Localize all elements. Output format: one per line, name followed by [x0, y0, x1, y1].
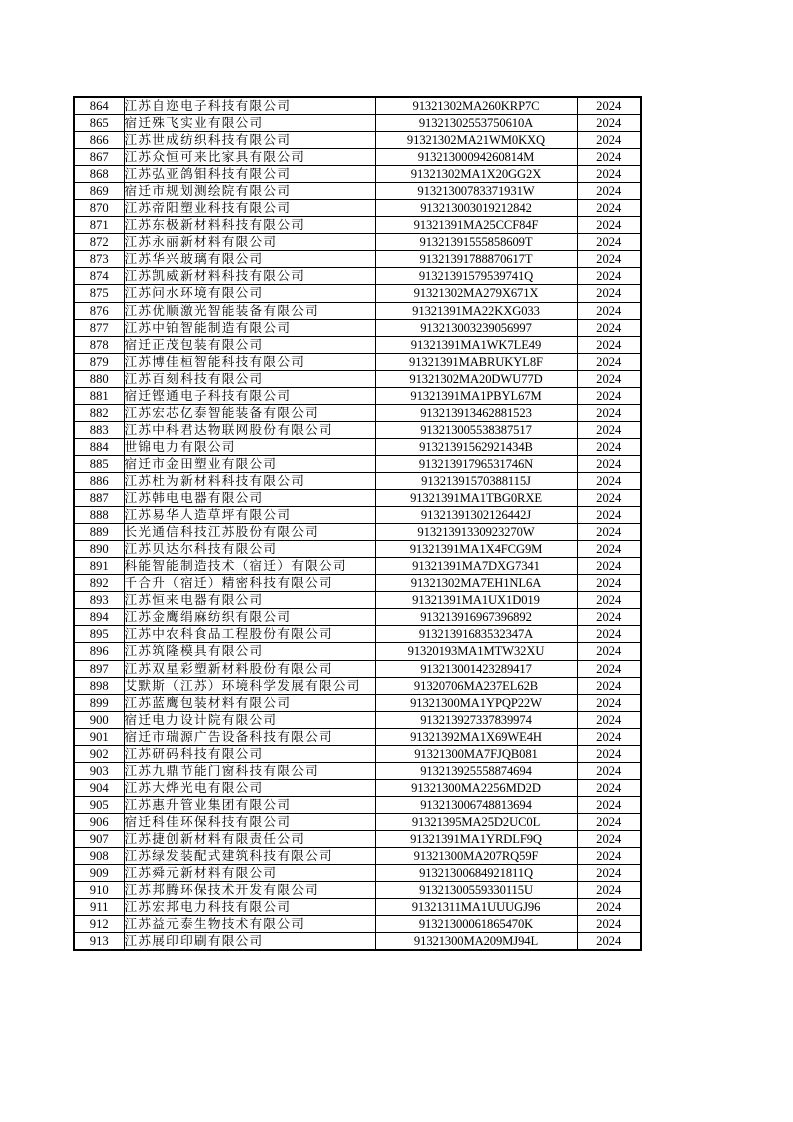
- company-name-cell: 江苏宏邦电力科技有限公司: [124, 899, 375, 916]
- row-number-cell: 870: [74, 200, 124, 217]
- credit-code-cell: 91321302MA1X20GG2X: [375, 166, 577, 183]
- company-name-cell: 江苏永丽新材料有限公司: [124, 234, 375, 251]
- credit-code-cell: 91321391MA22KXG033: [375, 302, 577, 319]
- company-name-cell: 江苏自迩电子科技有限公司: [124, 97, 375, 115]
- company-name-cell: 江苏贝达尔科技有限公司: [124, 541, 375, 558]
- table-row: [74, 251, 641, 268]
- credit-code-cell: 91321300094260814M: [375, 149, 577, 166]
- table-row: [74, 813, 641, 830]
- year-cell: 2024: [577, 149, 641, 166]
- table-row: [74, 711, 641, 728]
- credit-code-cell: 91321302MA260KRP7C: [375, 97, 577, 115]
- row-number-cell: 883: [74, 421, 124, 438]
- company-name-cell: 江苏筑隆模具有限公司: [124, 643, 375, 660]
- table-row: [74, 541, 641, 558]
- row-number-cell: 867: [74, 149, 124, 166]
- credit-code-cell: 91321391MA1YRDLF9Q: [375, 830, 577, 847]
- company-name-cell: 江苏东极新材料科技有限公司: [124, 217, 375, 234]
- year-cell: 2024: [577, 643, 641, 660]
- company-name-cell: 江苏易华人造草坪有限公司: [124, 507, 375, 524]
- year-cell: 2024: [577, 575, 641, 592]
- credit-code-cell: 91321300MA7FJQB081: [375, 745, 577, 762]
- table-row: [74, 830, 641, 847]
- company-name-cell: 江苏问水环境有限公司: [124, 285, 375, 302]
- table-row: [74, 728, 641, 745]
- table-row: [74, 507, 641, 524]
- company-name-cell: 江苏世成纺织科技有限公司: [124, 132, 375, 149]
- credit-code-cell: 91321391562921434B: [375, 438, 577, 455]
- company-name-cell: 千合升（宿迁）精密科技有限公司: [124, 575, 375, 592]
- table-row: [74, 302, 641, 319]
- table-row: [74, 97, 641, 115]
- year-cell: 2024: [577, 234, 641, 251]
- company-name-cell: 江苏金鹰绢麻纺织有限公司: [124, 609, 375, 626]
- company-name-cell: 宿迁市规划测绘院有限公司: [124, 183, 375, 200]
- table-row: [74, 626, 641, 643]
- row-number-cell: 890: [74, 541, 124, 558]
- year-cell: 2024: [577, 217, 641, 234]
- year-cell: 2024: [577, 251, 641, 268]
- year-cell: 2024: [577, 132, 641, 149]
- company-name-cell: 江苏邦腾环保技术开发有限公司: [124, 882, 375, 899]
- row-number-cell: 901: [74, 728, 124, 745]
- credit-code-cell: 91321391683532347A: [375, 626, 577, 643]
- year-cell: 2024: [577, 200, 641, 217]
- credit-code-cell: 91321391MA1X4FCG9M: [375, 541, 577, 558]
- table-row: [74, 149, 641, 166]
- row-number-cell: 889: [74, 524, 124, 541]
- table-row: [74, 353, 641, 370]
- credit-code-cell: 91321391MA1WK7LE49: [375, 336, 577, 353]
- table-row: [74, 609, 641, 626]
- year-cell: 2024: [577, 524, 641, 541]
- year-cell: 2024: [577, 166, 641, 183]
- table-row: [74, 421, 641, 438]
- row-number-cell: 876: [74, 302, 124, 319]
- row-number-cell: 871: [74, 217, 124, 234]
- year-cell: 2024: [577, 268, 641, 285]
- row-number-cell: 906: [74, 813, 124, 830]
- company-name-cell: 江苏百刻科技有限公司: [124, 370, 375, 387]
- year-cell: 2024: [577, 626, 641, 643]
- row-number-cell: 905: [74, 796, 124, 813]
- company-name-cell: 江苏益元泰生物技术有限公司: [124, 916, 375, 933]
- company-name-cell: 江苏研码科技有限公司: [124, 745, 375, 762]
- year-cell: 2024: [577, 336, 641, 353]
- table-row: [74, 336, 641, 353]
- year-cell: 2024: [577, 694, 641, 711]
- row-number-cell: 882: [74, 404, 124, 421]
- year-cell: 2024: [577, 762, 641, 779]
- credit-code-cell: 91321300684921811Q: [375, 865, 577, 882]
- table-row: [74, 592, 641, 609]
- credit-code-cell: 913213006748813694: [375, 796, 577, 813]
- credit-code-cell: 91321395MA25D2UC0L: [375, 813, 577, 830]
- credit-code-cell: 91321391MA1UX1D019: [375, 592, 577, 609]
- company-name-cell: 江苏大烨光电有限公司: [124, 779, 375, 796]
- row-number-cell: 904: [74, 779, 124, 796]
- table-row: [74, 234, 641, 251]
- credit-code-cell: 913213913462881523: [375, 404, 577, 421]
- row-number-cell: 895: [74, 626, 124, 643]
- credit-code-cell: 913213927337839974: [375, 711, 577, 728]
- company-name-cell: 江苏韩电电器有限公司: [124, 490, 375, 507]
- company-name-cell: 江苏恒来电器有限公司: [124, 592, 375, 609]
- row-number-cell: 896: [74, 643, 124, 660]
- row-number-cell: 894: [74, 609, 124, 626]
- table-row: [74, 217, 641, 234]
- company-name-cell: 江苏绿发装配式建筑科技有限公司: [124, 848, 375, 865]
- row-number-cell: 891: [74, 558, 124, 575]
- row-number-cell: 873: [74, 251, 124, 268]
- year-cell: 2024: [577, 660, 641, 677]
- credit-code-cell: 91321300MA209MJ94L: [375, 933, 577, 951]
- table-row: [74, 899, 641, 916]
- table-row: [74, 285, 641, 302]
- year-cell: 2024: [577, 319, 641, 336]
- company-name-cell: 江苏帝阳塑业科技有限公司: [124, 200, 375, 217]
- company-name-cell: 江苏博佳桓智能科技有限公司: [124, 353, 375, 370]
- company-name-cell: 江苏舜元新材料有限公司: [124, 865, 375, 882]
- year-cell: 2024: [577, 455, 641, 472]
- credit-code-cell: 91321300783371931W: [375, 183, 577, 200]
- company-name-cell: 宿迁殊飞实业有限公司: [124, 115, 375, 132]
- row-number-cell: 869: [74, 183, 124, 200]
- row-number-cell: 880: [74, 370, 124, 387]
- year-cell: 2024: [577, 387, 641, 404]
- table-row: [74, 848, 641, 865]
- year-cell: 2024: [577, 183, 641, 200]
- company-name-cell: 江苏惠升管业集团有限公司: [124, 796, 375, 813]
- row-number-cell: 893: [74, 592, 124, 609]
- credit-code-cell: 913213005538387517: [375, 421, 577, 438]
- company-name-cell: 宿迁市金田塑业有限公司: [124, 455, 375, 472]
- company-name-cell: 长光通信科技江苏股份有限公司: [124, 524, 375, 541]
- company-name-cell: 江苏中农科食品工程股份有限公司: [124, 626, 375, 643]
- credit-code-cell: 91321391MABRUKYL8F: [375, 353, 577, 370]
- row-number-cell: 874: [74, 268, 124, 285]
- company-name-cell: 江苏展印印刷有限公司: [124, 933, 375, 951]
- year-cell: 2024: [577, 541, 641, 558]
- credit-code-cell: 913213916967396892: [375, 609, 577, 626]
- row-number-cell: 866: [74, 132, 124, 149]
- table-row: [74, 490, 641, 507]
- row-number-cell: 903: [74, 762, 124, 779]
- credit-code-cell: 91321391796531746N: [375, 455, 577, 472]
- year-cell: 2024: [577, 438, 641, 455]
- table-row: [74, 166, 641, 183]
- row-number-cell: 865: [74, 115, 124, 132]
- row-number-cell: 868: [74, 166, 124, 183]
- credit-code-cell: 91320706MA237EL62B: [375, 677, 577, 694]
- row-number-cell: 910: [74, 882, 124, 899]
- row-number-cell: 885: [74, 455, 124, 472]
- table-row: [74, 677, 641, 694]
- table-row: [74, 643, 641, 660]
- row-number-cell: 897: [74, 660, 124, 677]
- company-name-cell: 江苏捷创新材料有限责任公司: [124, 830, 375, 847]
- table-row: [74, 455, 641, 472]
- table-row: [74, 933, 641, 951]
- year-cell: 2024: [577, 609, 641, 626]
- row-number-cell: 884: [74, 438, 124, 455]
- company-name-cell: 江苏宏芯亿泰智能装备有限公司: [124, 404, 375, 421]
- table-row: [74, 558, 641, 575]
- row-number-cell: 907: [74, 830, 124, 847]
- year-cell: 2024: [577, 711, 641, 728]
- row-number-cell: 887: [74, 490, 124, 507]
- year-cell: 2024: [577, 813, 641, 830]
- company-name-cell: 江苏蓝鹰包装材料有限公司: [124, 694, 375, 711]
- company-name-cell: 科能智能制造技术（宿迁）有限公司: [124, 558, 375, 575]
- credit-code-cell: 91321300MA2256MD2D: [375, 779, 577, 796]
- table-row: [74, 132, 641, 149]
- row-number-cell: 879: [74, 353, 124, 370]
- credit-code-cell: 91321300559330115U: [375, 882, 577, 899]
- row-number-cell: 913: [74, 933, 124, 951]
- table-row: [74, 660, 641, 677]
- year-cell: 2024: [577, 899, 641, 916]
- company-name-cell: 江苏中铂智能制造有限公司: [124, 319, 375, 336]
- credit-code-cell: 91321391570388115J: [375, 472, 577, 489]
- credit-code-cell: 91321302553750610A: [375, 115, 577, 132]
- year-cell: 2024: [577, 677, 641, 694]
- table-row: [74, 115, 641, 132]
- row-number-cell: 888: [74, 507, 124, 524]
- year-cell: 2024: [577, 421, 641, 438]
- table-row: [74, 779, 641, 796]
- year-cell: 2024: [577, 370, 641, 387]
- year-cell: 2024: [577, 745, 641, 762]
- credit-code-cell: 91321391MA7DXG7341: [375, 558, 577, 575]
- company-name-cell: 江苏弘亚鸽钼科技有限公司: [124, 166, 375, 183]
- year-cell: 2024: [577, 779, 641, 796]
- table-row: [74, 575, 641, 592]
- year-cell: 2024: [577, 404, 641, 421]
- row-number-cell: 864: [74, 97, 124, 115]
- year-cell: 2024: [577, 302, 641, 319]
- row-number-cell: 908: [74, 848, 124, 865]
- row-number-cell: 911: [74, 899, 124, 916]
- year-cell: 2024: [577, 115, 641, 132]
- company-name-cell: 宿迁铿通电子科技有限公司: [124, 387, 375, 404]
- credit-code-cell: 91321391788870617T: [375, 251, 577, 268]
- table-row: [74, 268, 641, 285]
- year-cell: 2024: [577, 490, 641, 507]
- row-number-cell: 872: [74, 234, 124, 251]
- company-name-cell: 江苏华兴玻璃有限公司: [124, 251, 375, 268]
- credit-code-cell: 913213003239056997: [375, 319, 577, 336]
- credit-code-cell: 913213003019212842: [375, 200, 577, 217]
- credit-code-cell: 91321302MA20DWU77D: [375, 370, 577, 387]
- year-cell: 2024: [577, 882, 641, 899]
- credit-code-cell: 91321391579539741Q: [375, 268, 577, 285]
- row-number-cell: 909: [74, 865, 124, 882]
- company-name-cell: 宿迁正茂包装有限公司: [124, 336, 375, 353]
- company-name-cell: 江苏凯威新材料科技有限公司: [124, 268, 375, 285]
- table-row: [74, 762, 641, 779]
- year-cell: 2024: [577, 472, 641, 489]
- row-number-cell: 902: [74, 745, 124, 762]
- credit-code-cell: 91321300MA207RQ59F: [375, 848, 577, 865]
- company-name-cell: 江苏优顺激光智能装备有限公司: [124, 302, 375, 319]
- credit-code-cell: 913213001423289417: [375, 660, 577, 677]
- company-table: [73, 96, 642, 951]
- table-row: [74, 916, 641, 933]
- table-row: [74, 524, 641, 541]
- credit-code-cell: 91321391555858609T: [375, 234, 577, 251]
- credit-code-cell: 91321300061865470K: [375, 916, 577, 933]
- company-name-cell: 江苏杜为新材料科技有限公司: [124, 472, 375, 489]
- year-cell: 2024: [577, 865, 641, 882]
- credit-code-cell: 91321391MA25CCF84F: [375, 217, 577, 234]
- table-row: [74, 319, 641, 336]
- company-list-sheet: [73, 96, 640, 951]
- table-row: [74, 882, 641, 899]
- credit-code-cell: 91321311MA1UUUGJ96: [375, 899, 577, 916]
- company-name-cell: 江苏中科君达物联网股份有限公司: [124, 421, 375, 438]
- year-cell: 2024: [577, 97, 641, 115]
- table-row: [74, 865, 641, 882]
- credit-code-cell: 91321391MA1TBG0RXE: [375, 490, 577, 507]
- year-cell: 2024: [577, 728, 641, 745]
- credit-code-cell: 91321392MA1X69WE4H: [375, 728, 577, 745]
- year-cell: 2024: [577, 592, 641, 609]
- year-cell: 2024: [577, 933, 641, 951]
- year-cell: 2024: [577, 353, 641, 370]
- company-name-cell: 宿迁电力设计院有限公司: [124, 711, 375, 728]
- table-row: [74, 694, 641, 711]
- year-cell: 2024: [577, 507, 641, 524]
- row-number-cell: 900: [74, 711, 124, 728]
- table-row: [74, 200, 641, 217]
- company-name-cell: 江苏九鼎节能门窗科技有限公司: [124, 762, 375, 779]
- company-name-cell: 江苏众恒可来比家具有限公司: [124, 149, 375, 166]
- year-cell: 2024: [577, 558, 641, 575]
- table-row: [74, 370, 641, 387]
- row-number-cell: 898: [74, 677, 124, 694]
- credit-code-cell: 91321302MA21WM0KXQ: [375, 132, 577, 149]
- company-name-cell: 世锦电力有限公司: [124, 438, 375, 455]
- credit-code-cell: 91321391302126442J: [375, 507, 577, 524]
- row-number-cell: 912: [74, 916, 124, 933]
- year-cell: 2024: [577, 796, 641, 813]
- company-table-body: [74, 97, 641, 950]
- table-row: [74, 796, 641, 813]
- year-cell: 2024: [577, 848, 641, 865]
- credit-code-cell: 91320193MA1MTW32XU: [375, 643, 577, 660]
- row-number-cell: 878: [74, 336, 124, 353]
- table-row: [74, 183, 641, 200]
- row-number-cell: 881: [74, 387, 124, 404]
- credit-code-cell: 91321300MA1YPQP22W: [375, 694, 577, 711]
- credit-code-cell: 91321391MA1PBYL67M: [375, 387, 577, 404]
- credit-code-cell: 91321302MA7EH1NL6A: [375, 575, 577, 592]
- credit-code-cell: 913213925558874694: [375, 762, 577, 779]
- table-row: [74, 438, 641, 455]
- credit-code-cell: 91321302MA279X671X: [375, 285, 577, 302]
- table-row: [74, 404, 641, 421]
- company-name-cell: 艾默斯（江苏）环境科学发展有限公司: [124, 677, 375, 694]
- year-cell: 2024: [577, 916, 641, 933]
- table-row: [74, 472, 641, 489]
- row-number-cell: 892: [74, 575, 124, 592]
- row-number-cell: 877: [74, 319, 124, 336]
- row-number-cell: 899: [74, 694, 124, 711]
- credit-code-cell: 91321391330923270W: [375, 524, 577, 541]
- row-number-cell: 886: [74, 472, 124, 489]
- table-row: [74, 745, 641, 762]
- row-number-cell: 875: [74, 285, 124, 302]
- table-row: [74, 387, 641, 404]
- year-cell: 2024: [577, 830, 641, 847]
- company-name-cell: 宿迁科佳环保科技有限公司: [124, 813, 375, 830]
- year-cell: 2024: [577, 285, 641, 302]
- company-name-cell: 江苏双星彩塑新材料股份有限公司: [124, 660, 375, 677]
- company-name-cell: 宿迁市瑞源广告设备科技有限公司: [124, 728, 375, 745]
